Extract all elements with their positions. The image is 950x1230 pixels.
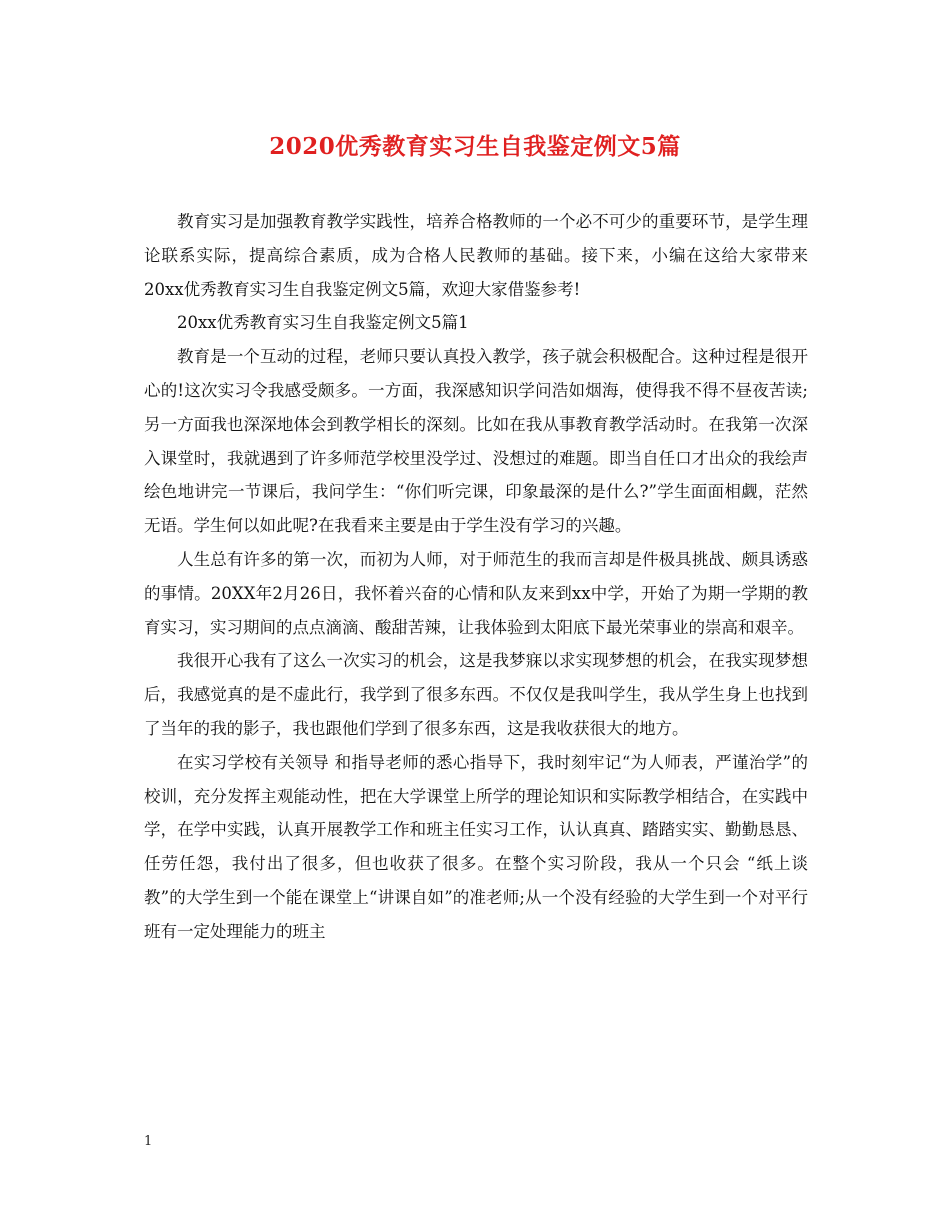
section-heading: 20xx优秀教育实习生自我鉴定例文5篇1 [177,313,469,333]
paragraph: 教育是一个互动的过程，老师只要认真投入教学，孩子就会积极配合。这种过程是很开心的!这次实习令我感受颇多。一方面，我深感知识学问浩如烟海，使得我不得不昼夜苦读;另一方面我也深深地体会到教学相长的深刻。比如在我从事教育教学活动时。在我第一次深入课堂时，我就遇到了许多师范学校里没学过、没想过的难题。即当自任口才出众的我绘声绘色地讲完一节课后，我问学生：“你们听完课，印象最深的是什么?”学生面面相觑，茫然无语。学生何以如此呢?在我看来主要是由于学生没有学习的兴趣。 [144,347,808,536]
paragraph: 我很开心我有了这么一次实习的机会，这是我梦寐以求实现梦想的机会，在我实现梦想后，我感觉真的是不虚此行，我学到了很多东西。不仅仅是我叫学生，我从学生身上也找到了当年的我的影子，我也跟他们学到了很多东西，这是我收获很大的地方。 [144,651,808,738]
document-title: 2020优秀教育实习生自我鉴定例文5篇 [269,133,681,160]
paragraph: 在实习学校有关领导 和指导老师的悉心指导下，我时刻牢记“为人师表，严谨治学”的校训，充分发挥主观能动性，把在大学课堂上所学的理论知识和实际教学相结合，在实践中学，在学中实践，认真开展教学工作和班主任实习工作，认认真真、踏踏实实、勤勤恳恳、任劳任怨，我付出了很多，但也收获了很多。在整个实习阶段，我从一个只会 “纸上谈教”的大学生到一个能在课堂上“讲课自如”的准老师;从一个没有经验的大学生到一个对平行班有一定处理能力的班主 [144,752,808,941]
document-body [144,205,808,949]
page-number: 1 [144,1134,153,1149]
paragraph-intro: 教育实习是加强教育教学实践性，培养合格教师的一个必不可少的重要环节，是学生理论联系实际，提高综合素质，成为合格人民教师的基础。接下来，小编在这给大家带来20xx优秀教育实习生自我鉴定例文5篇，欢迎大家借鉴参考! [144,212,808,299]
paragraph: 人生总有许多的第一次，而初为人师，对于师范生的我而言却是件极具挑战、颇具诱惑的事情。20XX年2月26日，我怀着兴奋的心情和队友来到xx中学，开始了为期一学期的教育实习，实习期间的点点滴滴、酸甜苦辣，让我体验到太阳底下最光荣事业的崇高和艰辛。 [144,549,808,637]
